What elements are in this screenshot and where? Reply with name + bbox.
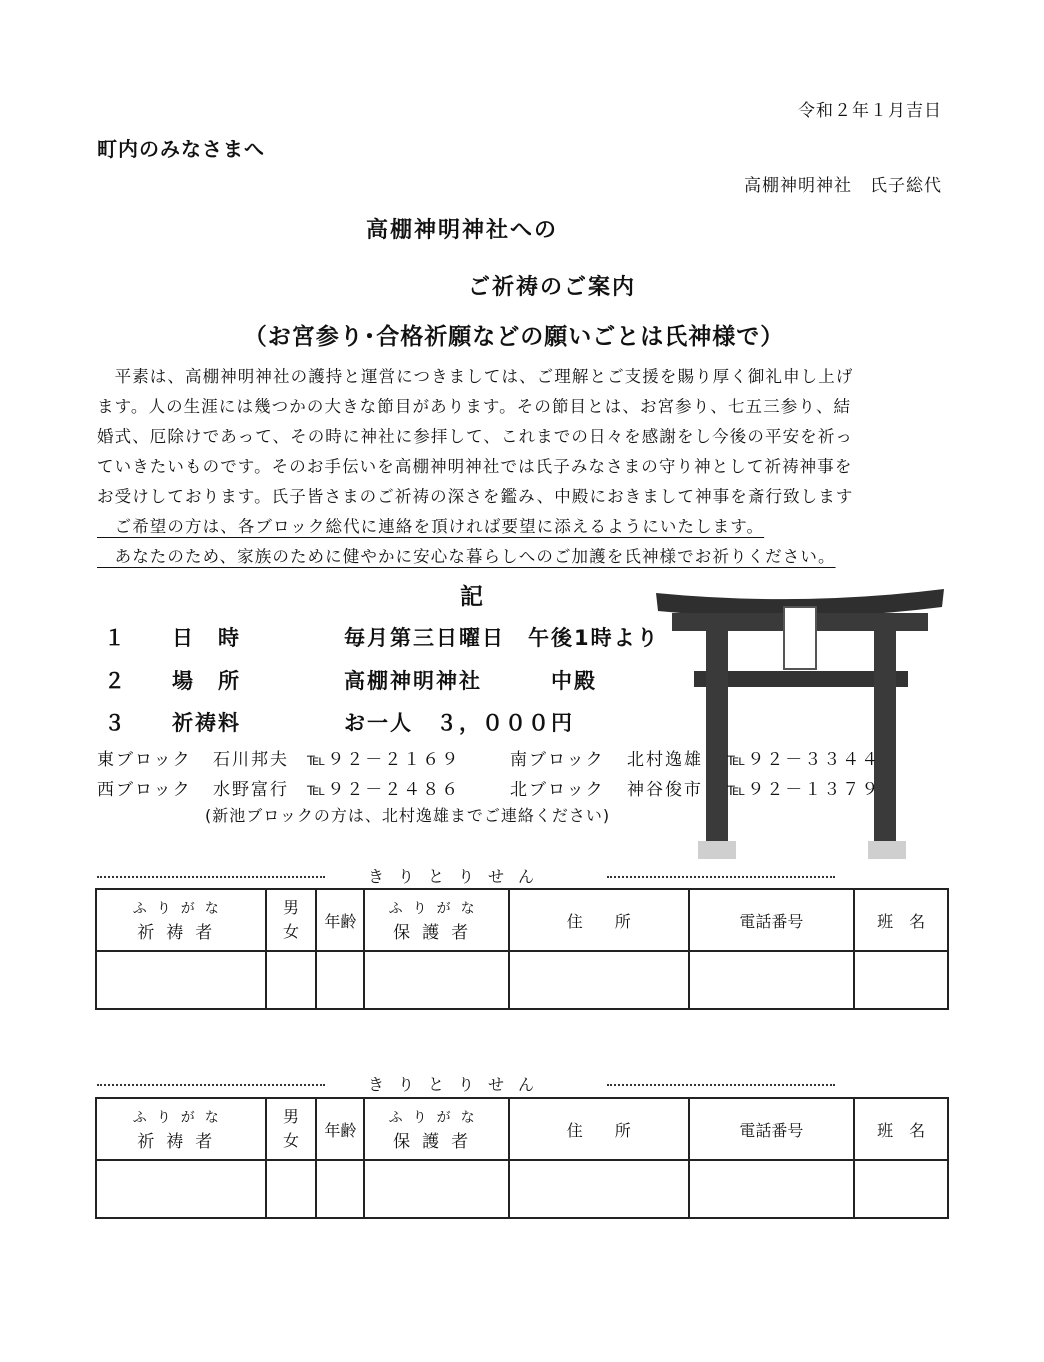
new-pond-block-note: (新池ブロックの方は、北村逸雄までご連絡ください) xyxy=(205,806,611,825)
contact-block: 南ブロック xyxy=(510,750,605,770)
female-label: 女 xyxy=(283,1131,300,1150)
age-field[interactable] xyxy=(316,951,364,1009)
guardian-label: 保護者 xyxy=(393,1131,481,1152)
body-line: お受けしております。氏子皆さまのご祈祷の深さを鑑み、中殿におきまして神事を斎行致します xyxy=(97,487,854,506)
item-value-place: 高棚神明神社 中殿 xyxy=(344,669,597,693)
petitioner-label: 祈祷者 xyxy=(137,1131,225,1152)
furigana-label: ふりがな xyxy=(132,900,229,917)
contact-block: 東ブロック xyxy=(97,750,192,770)
item-label-fee: 祈祷料 xyxy=(172,711,241,735)
torii-gate-illustration xyxy=(652,585,948,865)
item-number: ２ xyxy=(104,669,127,693)
group-label: 班 名 xyxy=(854,889,948,951)
address-label: 住 所 xyxy=(509,889,689,951)
application-form xyxy=(95,888,949,1010)
body-line: ていきたいものです。そのお手伝いを高棚神明神社では氏子みなさまの守り神として祈祷神事を xyxy=(97,457,853,476)
contact-tel: ℡９２－３３４４ xyxy=(727,750,881,770)
age-field[interactable] xyxy=(316,1160,364,1218)
gender-field[interactable] xyxy=(266,951,317,1009)
phone-label: 電話番号 xyxy=(689,889,855,951)
contact-tel: ℡９２－１３７９ xyxy=(727,780,881,800)
title-line-2: ご祈祷のご案内 xyxy=(467,275,636,300)
body-text xyxy=(97,362,932,572)
contact-name: 神谷俊市 xyxy=(627,780,703,800)
male-label: 男 xyxy=(283,898,300,917)
item-number: １ xyxy=(104,626,127,650)
guardian-field[interactable] xyxy=(364,951,509,1009)
address-label: 住 所 xyxy=(509,1098,689,1160)
body-line: 婚式、厄除けであって、その時に神社に参拝して、これまでの日々を感謝をし今後の平安を祈っ xyxy=(97,427,853,446)
group-label: 班 名 xyxy=(854,1098,948,1160)
cut-line-dots xyxy=(97,876,325,878)
group-field[interactable] xyxy=(854,951,948,1009)
addressee: 町内のみなさまへ xyxy=(97,137,265,161)
female-label: 女 xyxy=(283,922,300,941)
cut-line-dots xyxy=(607,1084,835,1086)
furigana-label: ふりがな xyxy=(388,900,485,917)
contact-name: 北村逸雄 xyxy=(627,750,703,770)
guardian-label: 保護者 xyxy=(393,922,481,943)
cut-line-label: きりとりせん xyxy=(368,1075,549,1094)
contact-name: 石川邦夫 xyxy=(213,750,289,770)
gender-field[interactable] xyxy=(266,1160,317,1218)
item-label-place: 場 所 xyxy=(172,669,241,693)
header-petitioner xyxy=(96,889,266,951)
body-underlined-line: ご希望の方は、各ブロック総代に連絡を頂ければ要望に添えるようにいたします。 xyxy=(97,517,765,536)
address-field[interactable] xyxy=(509,1160,689,1218)
body-underlined-line: あなたのため、家族のために健やかに安心な暮らしへのご加護を氏神様でお祈りください。 xyxy=(97,547,836,566)
furigana-label: ふりがな xyxy=(132,1109,229,1126)
furigana-label: ふりがな xyxy=(388,1109,485,1126)
sender: 高棚神明神社 氏子総代 xyxy=(744,176,942,196)
contact-name: 水野富行 xyxy=(213,780,289,800)
application-form xyxy=(95,1097,949,1219)
age-label: 年齢 xyxy=(316,1098,364,1160)
petitioner-field[interactable] xyxy=(96,951,266,1009)
age-label: 年齢 xyxy=(316,889,364,951)
title-line-3: （お宮参り･合格祈願などの願いごとは氏神様で） xyxy=(243,324,785,350)
header-petitioner xyxy=(96,1098,266,1160)
phone-label: 電話番号 xyxy=(689,1098,855,1160)
header-guardian xyxy=(364,889,509,951)
address-field[interactable] xyxy=(509,951,689,1009)
cut-line-label: きりとりせん xyxy=(368,867,549,886)
cut-line-dots xyxy=(607,876,835,878)
header-guardian xyxy=(364,1098,509,1160)
guardian-field[interactable] xyxy=(364,1160,509,1218)
phone-field[interactable] xyxy=(689,1160,855,1218)
ki-heading: 記 xyxy=(460,584,483,610)
item-value-datetime: 毎月第三日曜日 午後1時より xyxy=(344,626,660,650)
title-line-1: 高棚神明神社への xyxy=(365,218,558,243)
contact-tel: ℡９２－２４８６ xyxy=(307,780,461,800)
contact-tel: ℡９２－２１６９ xyxy=(307,750,461,770)
body-line: 平素は、高棚神明神社の護持と運営につきましては、ご理解とご支援を賜り厚く御礼申し上げ xyxy=(97,367,854,386)
phone-field[interactable] xyxy=(689,951,855,1009)
body-line: ます。人の生涯には幾つかの大きな節目があります。その節目とは、お宮参り、七五三参り、結 xyxy=(97,397,852,416)
contact-block: 北ブロック xyxy=(510,780,605,800)
petitioner-label: 祈祷者 xyxy=(137,922,225,943)
cut-line-dots xyxy=(97,1084,325,1086)
item-number: ３ xyxy=(104,711,127,735)
male-label: 男 xyxy=(283,1107,300,1126)
header-gender xyxy=(266,889,317,951)
item-label-datetime: 日 時 xyxy=(172,626,241,650)
item-value-fee: お一人 ３，０００円 xyxy=(344,711,574,735)
group-field[interactable] xyxy=(854,1160,948,1218)
contact-block: 西ブロック xyxy=(97,780,192,800)
header-gender xyxy=(266,1098,317,1160)
document-date: 令和２年１月吉日 xyxy=(798,101,942,121)
petitioner-field[interactable] xyxy=(96,1160,266,1218)
